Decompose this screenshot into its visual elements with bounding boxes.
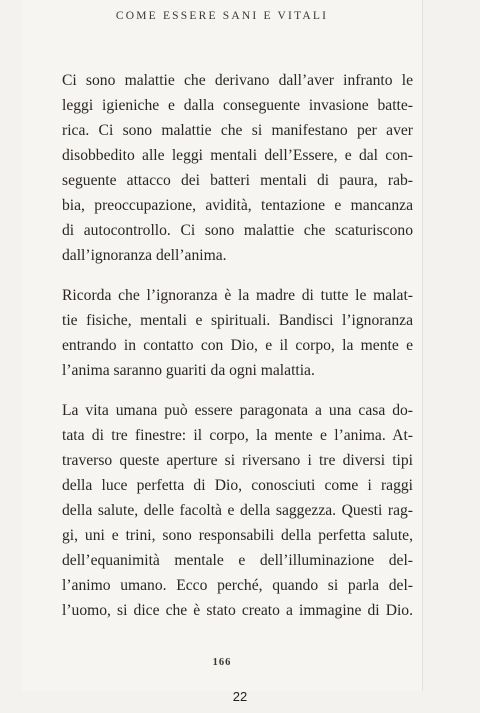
text-line: Ricorda che l’ignoranza è la madre di tutte le malat- xyxy=(62,287,413,304)
paragraph xyxy=(62,283,413,383)
paragraph xyxy=(62,68,413,268)
running-head: COME ESSERE SANI E VITALI xyxy=(115,10,329,22)
scan-page-number: 22 xyxy=(232,689,248,704)
paragraph xyxy=(62,398,413,623)
text-line: disobbedito alle leggi mentali dell’Essere, e dal con- xyxy=(62,147,413,164)
text-line: Ci sono malattie che derivano dall’aver infranto le xyxy=(62,72,413,89)
book-page-number: 166 xyxy=(212,657,232,668)
text-line: rica. Ci sono malattie che si manifestano per aver xyxy=(62,122,413,139)
text-line: della luce perfetta di Dio, conosciuti come i raggi xyxy=(62,477,413,494)
text-line: entrando in contatto con Dio, e il corpo, la mente e xyxy=(62,337,413,354)
text-line: bia, preoccupazione, avidità, tentazione e mancanza xyxy=(62,197,413,214)
text-line: La vita umana può essere paragonata a una casa do- xyxy=(62,402,413,419)
text-line: gi, uni e trini, sono responsabili della perfetta salute, xyxy=(62,527,413,544)
text-line: l’animo umano. Ecco perché, quando si parla del- xyxy=(62,577,413,594)
body-text xyxy=(62,68,413,638)
text-line: tie fisiche, mentali e spirituali. Bandisci l’ignoranza xyxy=(62,312,413,329)
text-line: della salute, delle facoltà e della saggezza. Questi rag- xyxy=(62,502,413,519)
text-line: l’uomo, si dice che è stato creato a immagine di Dio. xyxy=(62,602,413,619)
text-line: dall’ignoranza dell’anima. xyxy=(62,247,227,264)
text-line: di autocontrollo. Ci sono malattie che scaturiscono xyxy=(62,222,413,239)
text-line: seguente attacco dei batteri mentali di paura, rab- xyxy=(62,172,413,189)
text-line: traverso queste aperture si riversano i tre diversi tipi xyxy=(62,452,413,469)
text-line: leggi igieniche e dalla conseguente invasione batte- xyxy=(62,97,413,114)
text-line: tata di tre finestre: il corpo, la mente e l’anima. At- xyxy=(62,427,413,444)
text-line: l’anima saranno guariti da ogni malattia. xyxy=(62,362,315,379)
text-line: dell’equanimità mentale e dell’illuminazione del- xyxy=(62,552,413,569)
